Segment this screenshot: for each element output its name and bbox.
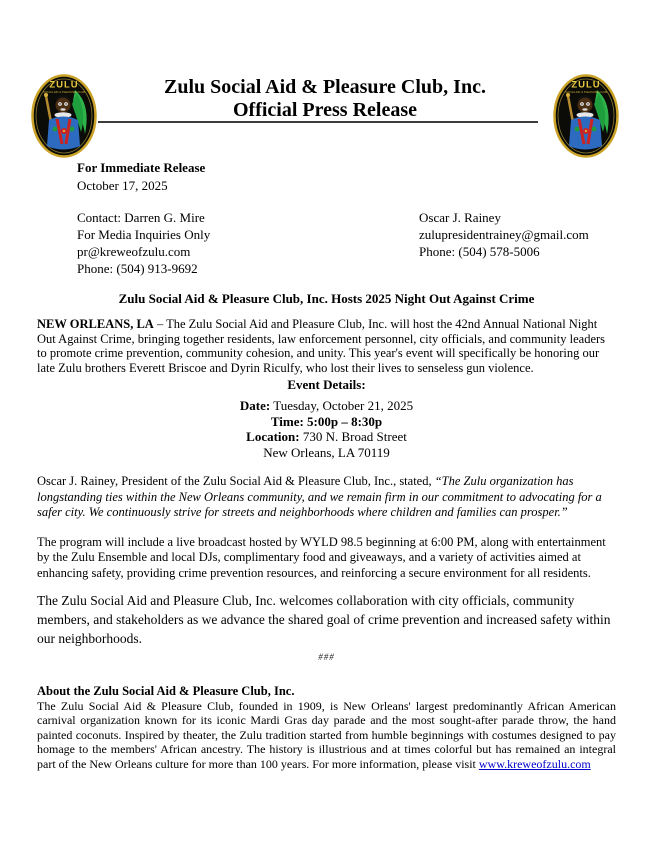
event-location-label: Location: (246, 429, 300, 444)
about-paragraph (37, 699, 616, 771)
logo-subtext: SOCIAL AID & PLEASURE CLUB (42, 90, 86, 94)
event-date-line (37, 398, 616, 414)
logo-zulu-text: ZULU (571, 79, 601, 91)
release-label: For Immediate Release (77, 160, 206, 175)
contact-name: Contact: Darren G. Mire (77, 210, 205, 225)
event-location-line (37, 429, 616, 445)
quote-paragraph (37, 474, 616, 521)
release-date: October 17, 2025 (77, 177, 168, 193)
zulu-club-logo-icon (553, 74, 619, 158)
header-divider (98, 121, 538, 123)
closing-paragraph: The Zulu Social Aid and Pleasure Club, Inc. welcomes collaboration with city officials, community members, and stakeholders as we advance the shared goal of crime prevention and increased safety within our neighborhoods. (37, 593, 611, 646)
website-link[interactable]: www.kreweofzulu.com (478, 756, 591, 771)
event-city-line: New Orleans, LA 70119 (263, 444, 390, 460)
event-time-line (37, 414, 616, 430)
contact-phone: Phone: (504) 578-5006 (419, 244, 540, 259)
press-release-end-mark: ### (318, 652, 335, 662)
logo-subtext: SOCIAL AID & PLEASURE CLUB (564, 90, 608, 94)
contact-president (419, 209, 589, 277)
contact-email: pr@kreweofzulu.com (77, 244, 191, 259)
event-details-list (37, 398, 616, 460)
event-date-value: Tuesday, October 21, 2025 (270, 398, 414, 413)
event-details-heading: Event Details: (287, 377, 366, 392)
press-release-headline: Zulu Social Aid & Pleasure Club, Inc. Hosts 2025 Night Out Against Crime (118, 291, 535, 306)
zulu-club-logo-icon (31, 74, 97, 158)
contact-name: Oscar J. Rainey (419, 210, 501, 225)
page-title: Zulu Social Aid & Pleasure Club, Inc. (164, 76, 486, 98)
contact-phone: Phone: (504) 913-9692 (77, 261, 198, 276)
about-text: The Zulu Social Aid & Pleasure Club, founded in 1909, is New Orleans' largest predominantly African American carnival organization known for its iconic Mardi Gras day parade and the most sought-after parade throw, the hand painted coconuts. Inspired by theater, the Zulu tradition started from humble beginnings with costumes designed to pay homage to the members' African ancestry. The history is illustrious and at times colorful but has remained an integral part of the New Orleans culture for more than 100 years. For more information, please visit (37, 699, 616, 771)
lead-paragraph (37, 317, 616, 375)
event-location-value: 730 N. Broad Street (299, 429, 407, 444)
release-block (77, 159, 616, 194)
program-paragraph: The program will include a live broadcast hosted by WYLD 98.5 beginning at 6:00 PM, along with entertainment by the Zulu Ensemble and local DJs, complimentary food and giveaways, and a variety of activities aimed at enhancing safety, providing crime prevention resources, and reinforcing a secure environment for all residents. (37, 534, 606, 580)
lead-text: – The Zulu Social Aid and Pleasure Club, Inc. will host the 42nd Annual National Night Out Against Crime, bringing together residents, law enforcement personnel, city officials, and community leaders to promote crime prevention, community cohesion, and unity. This year's event will specifically be honoring our late Zulu brothers Everett Briscoe and Dyrin Riculfy, who lost their lives to senseless gun violence. (37, 317, 606, 375)
contact-section (37, 209, 616, 277)
about-heading: About the Zulu Social Aid & Pleasure Club, Inc. (37, 684, 295, 698)
page-subtitle: Official Press Release (232, 99, 417, 121)
logo-zulu-text: ZULU (49, 79, 79, 91)
quote-intro: Oscar J. Rainey, President of the Zulu Social Aid & Pleasure Club, Inc., stated, (37, 474, 435, 488)
document-body (37, 159, 616, 771)
contact-email: zulupresidentrainey@gmail.com (419, 227, 589, 242)
dateline: NEW ORLEANS, LA (37, 317, 154, 331)
document-header (100, 76, 550, 122)
event-time-value: Time: 5:00p – 8:30p (270, 413, 383, 429)
quote-text: “The Zulu organization has longstanding ties within the New Orleans community, and we remain firm in our commitment to advocating for a safer city. We continuously strive for streets and neighborhoods where children and families can prosper.” (37, 474, 602, 519)
event-date-label: Date: (239, 398, 271, 413)
contact-note: For Media Inquiries Only (77, 227, 211, 242)
contact-media (77, 209, 377, 277)
